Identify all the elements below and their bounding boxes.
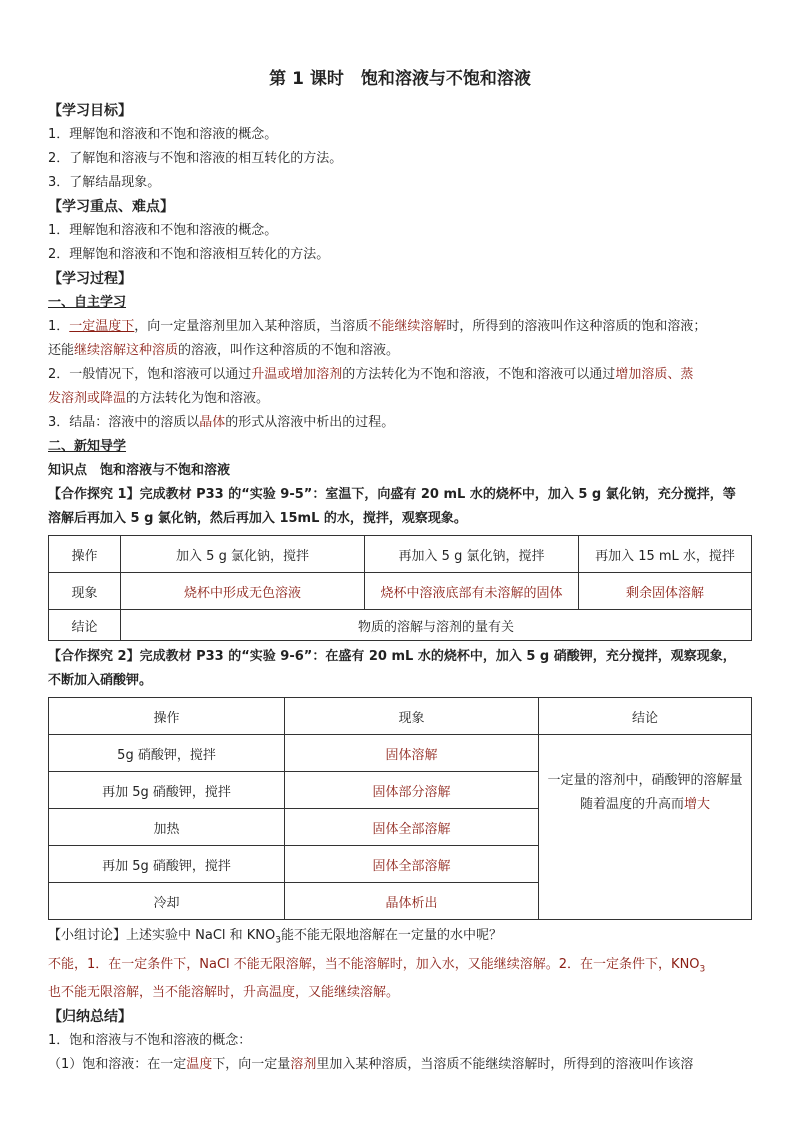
- discussion-answer: 不能，1．在一定条件下，NaCl 不能无限溶解，当不能溶解时，加入水，又能继续溶解。2．在一定条件下，$KNO_3$: [48, 956, 706, 975]
- objective-item: 3．了解结晶现象。: [48, 175, 161, 190]
- table-cell: 烧杯中溶液底部有未溶解的固体: [365, 573, 579, 610]
- objective-item: 1．理解饱和溶液和不饱和溶液的概念。: [48, 127, 278, 142]
- table-header: 结论: [539, 698, 752, 735]
- objective-item: 2．了解饱和溶液与不饱和溶液的相互转化的方法。: [48, 151, 343, 166]
- process-heading: 【学习过程】: [48, 271, 132, 287]
- explore1-table: [48, 535, 752, 641]
- table-header: 现象: [285, 698, 539, 735]
- table-cell: 结论: [49, 610, 121, 641]
- summary-item: 1．饱和溶液与不饱和溶液的概念：: [48, 1033, 252, 1049]
- table-cell: 晶体析出: [285, 883, 539, 920]
- explore1-text: 溶解后再加入 5 g 氯化钠，然后再加入 15mL 的水，搅拌，观察现象。: [48, 511, 467, 526]
- explore2-table: [48, 697, 752, 920]
- table-cell: 固体溶解: [285, 735, 539, 772]
- table-cell: 再加 5g 硝酸钾，搅拌: [49, 772, 285, 809]
- table-row: [49, 610, 752, 641]
- table-cell: 加热: [49, 809, 285, 846]
- explore1-text: 【合作探究 1】完成教材 P33 的“实验 9-5”：室温下，向盛有 20 mL 水的烧杯中，加入 5 g 氯化钠，充分搅拌，等: [48, 487, 736, 502]
- page-title: 第 1 课时 饱和溶液与不饱和溶液: [269, 69, 531, 89]
- self-study-heading: 一、自主学习: [48, 295, 127, 310]
- discussion-answer: 也不能无限溶解，当不能溶解时，升高温度，又能继续溶解。: [48, 985, 400, 1001]
- table-cell: 剩余固体溶解: [579, 573, 752, 610]
- keypoints-heading: 【学习重点、难点】: [48, 199, 174, 215]
- table-cell: 冷却: [49, 883, 285, 920]
- table-cell: 物质的溶解与溶剂的量有关: [121, 610, 752, 641]
- table-cell: 再加入 15 mL 水，搅拌: [579, 536, 752, 573]
- table-cell: 加入 5 g 氯化钠，搅拌: [121, 536, 365, 573]
- table-conclusion-cell: 一定量的溶剂中，硝酸钾的溶解量 随着温度的升高而增大: [539, 735, 752, 920]
- table-cell: 固体部分溶解: [285, 772, 539, 809]
- keypoint-item: 2．理解饱和溶液和不饱和溶液相互转化的方法。: [48, 247, 330, 262]
- table-cell: 操作: [49, 536, 121, 573]
- table-row: [49, 573, 752, 610]
- table-row: [49, 536, 752, 573]
- self-study-paragraph-2: 2．一般情况下，饱和溶液可以通过升温或增加溶剂的方法转化为不饱和溶液，不饱和溶液可以通过增加溶质、蒸 发溶剂或降温的方法转化为饱和溶液。: [48, 367, 694, 406]
- summary-heading: 【归纳总结】: [48, 1009, 132, 1026]
- table-cell: 再加入 5 g 氯化钠，搅拌: [365, 536, 579, 573]
- table-cell: 烧杯中形成无色溶液: [121, 573, 365, 610]
- table-cell: 再加 5g 硝酸钾，搅拌: [49, 846, 285, 883]
- explore2-text: 不断加入硝酸钾。: [48, 673, 153, 688]
- table-cell: 5g 硝酸钾，搅拌: [49, 735, 285, 772]
- table-header-row: [49, 698, 752, 735]
- explore2-text: 【合作探究 2】完成教材 P33 的“实验 9-6”：在盛有 20 mL 水的烧杯中，加入 5 g 硝酸钾，充分搅拌，观察现象，: [48, 649, 736, 664]
- table-cell: 固体全部溶解: [285, 809, 539, 846]
- keypoint-item: 1．理解饱和溶液和不饱和溶液的概念。: [48, 223, 278, 238]
- self-study-paragraph-1: 1．一定温度下，向一定量溶剂里加入某种溶质，当溶质不能继续溶解时，所得到的溶液叫作这种溶质的饱和溶液； 还能继续溶解这种溶质的溶液，叫作这种溶质的不饱和溶液。: [48, 319, 707, 358]
- new-knowledge-heading: 二、新知导学: [48, 439, 127, 454]
- table-cell: 现象: [49, 573, 121, 610]
- knowledge-point: 知识点 饱和溶液与不饱和溶液: [48, 463, 231, 478]
- self-study-paragraph-3: 3．结晶：溶液中的溶质以晶体的形式从溶液中析出的过程。: [48, 415, 395, 430]
- table-row: [49, 735, 752, 772]
- table-header: 操作: [49, 698, 285, 735]
- summary-item: （1）饱和溶液：在一定温度下，向一定量溶剂里加入某种溶质，当溶质不能继续溶解时，所得到的溶液叫作该溶: [48, 1057, 694, 1073]
- discussion-question: 【小组讨论】上述实验中 NaCl 和 $KNO_3$能不能无限地溶解在一定量的水中呢？: [48, 928, 503, 946]
- document-page: [48, 64, 752, 1077]
- table-cell: 固体全部溶解: [285, 846, 539, 883]
- objectives-heading: 【学习目标】: [48, 103, 132, 119]
